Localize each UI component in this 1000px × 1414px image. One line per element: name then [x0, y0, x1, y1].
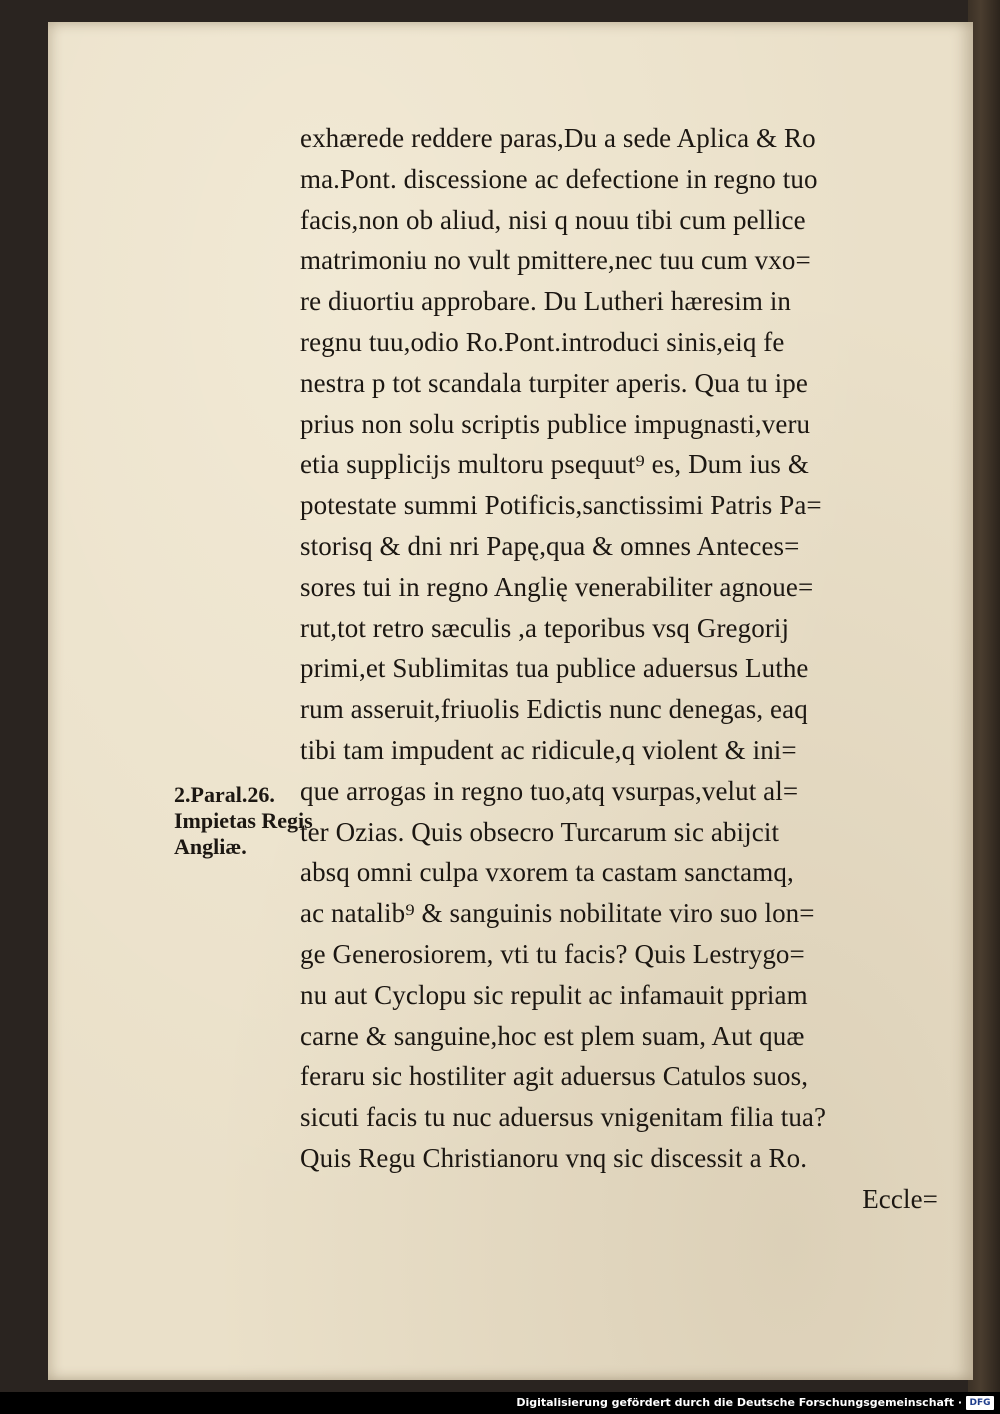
text-line: nu aut Cyclopu sic repulit ac infamauit ppriam — [300, 979, 808, 1010]
text-line: rum asseruit,friuolis Edictis nunc denegas, eaq — [300, 694, 808, 725]
funding-credit: Digitalisierung gefördert durch die Deutsche Forschungsgemeinschaft · — [516, 1396, 962, 1409]
text-line: etia supplicijs multoru psequut⁹ es, Dum ius & — [300, 449, 809, 480]
text-line: rut,tot retro sæculis ,a teporibus vsq Gregorij — [300, 612, 790, 643]
text-line: sicuti facis tu nuc aduersus vnigenitam filia tua? — [300, 1102, 827, 1133]
text-line: nestra p tot scandala turpiter aperis. Qua tu ipe — [300, 367, 808, 398]
text-line: prius non solu scriptis publice impugnasti,veru — [300, 408, 811, 439]
marginal-note-line: Angliæ. — [174, 834, 247, 859]
text-line: primi,et Sublimitas tua publice aduersus Luthe — [300, 653, 809, 684]
text-line: absq omni culpa vxorem ta castam sanctamq, — [300, 857, 794, 888]
marginal-note-line: Impietas Regis — [174, 808, 313, 833]
dfg-logo-icon: DFG — [966, 1396, 994, 1410]
text-line: ter Ozias. Quis obsecro Turcarum sic abijcit — [300, 816, 780, 847]
text-line: re diuortiu approbare. Du Lutheri hæresim in — [300, 286, 792, 317]
text-line: storisq & dni nri Papę,qua & omnes Anteces= — [300, 530, 800, 561]
text-line: Quis Regu Christianoru vnq sic discessit a Ro. — [300, 1142, 808, 1173]
text-line: ge Generosiorem, vti tu facis? Quis Lestrygo= — [300, 938, 805, 969]
text-line: matrimoniu no vult pmittere,nec tuu cum vxo= — [300, 245, 811, 276]
text-line: exhærede reddere paras,Du a sede Aplica & Ro — [300, 123, 816, 153]
text-line: regnu tuu,odio Ro.Pont.introduci sinis,eiq fe — [300, 326, 785, 357]
text-line: que arrogas in regno tuo,atq vsurpas,velut al= — [300, 775, 799, 806]
catchword: Eccle= — [862, 1183, 938, 1214]
text-line: ac natalib⁹ & sanguinis nobilitate viro suo lon= — [300, 898, 815, 929]
text-line: feraru sic hostiliter agit aduersus Catulos suos, — [300, 1061, 809, 1092]
main-text-block — [300, 118, 950, 1220]
marginal-note-line: 2.Paral.26. — [174, 782, 275, 807]
text-line: facis,non ob aliud, nisi q nouu tibi cum pellice — [300, 204, 806, 235]
text-line: carne & sanguine,hoc est plem suam, Aut quæ — [300, 1020, 805, 1051]
text-line: potestate summi Potificis,sanctissimi Patris Pa= — [300, 490, 822, 521]
text-line: ma.Pont. discessione ac defectione in regno tuo — [300, 163, 818, 194]
text-line: sores tui in regno Anglię venerabiliter agnoue= — [300, 571, 814, 602]
text-line: tibi tam impudent ac ridicule,q violent & ini= — [300, 734, 797, 765]
